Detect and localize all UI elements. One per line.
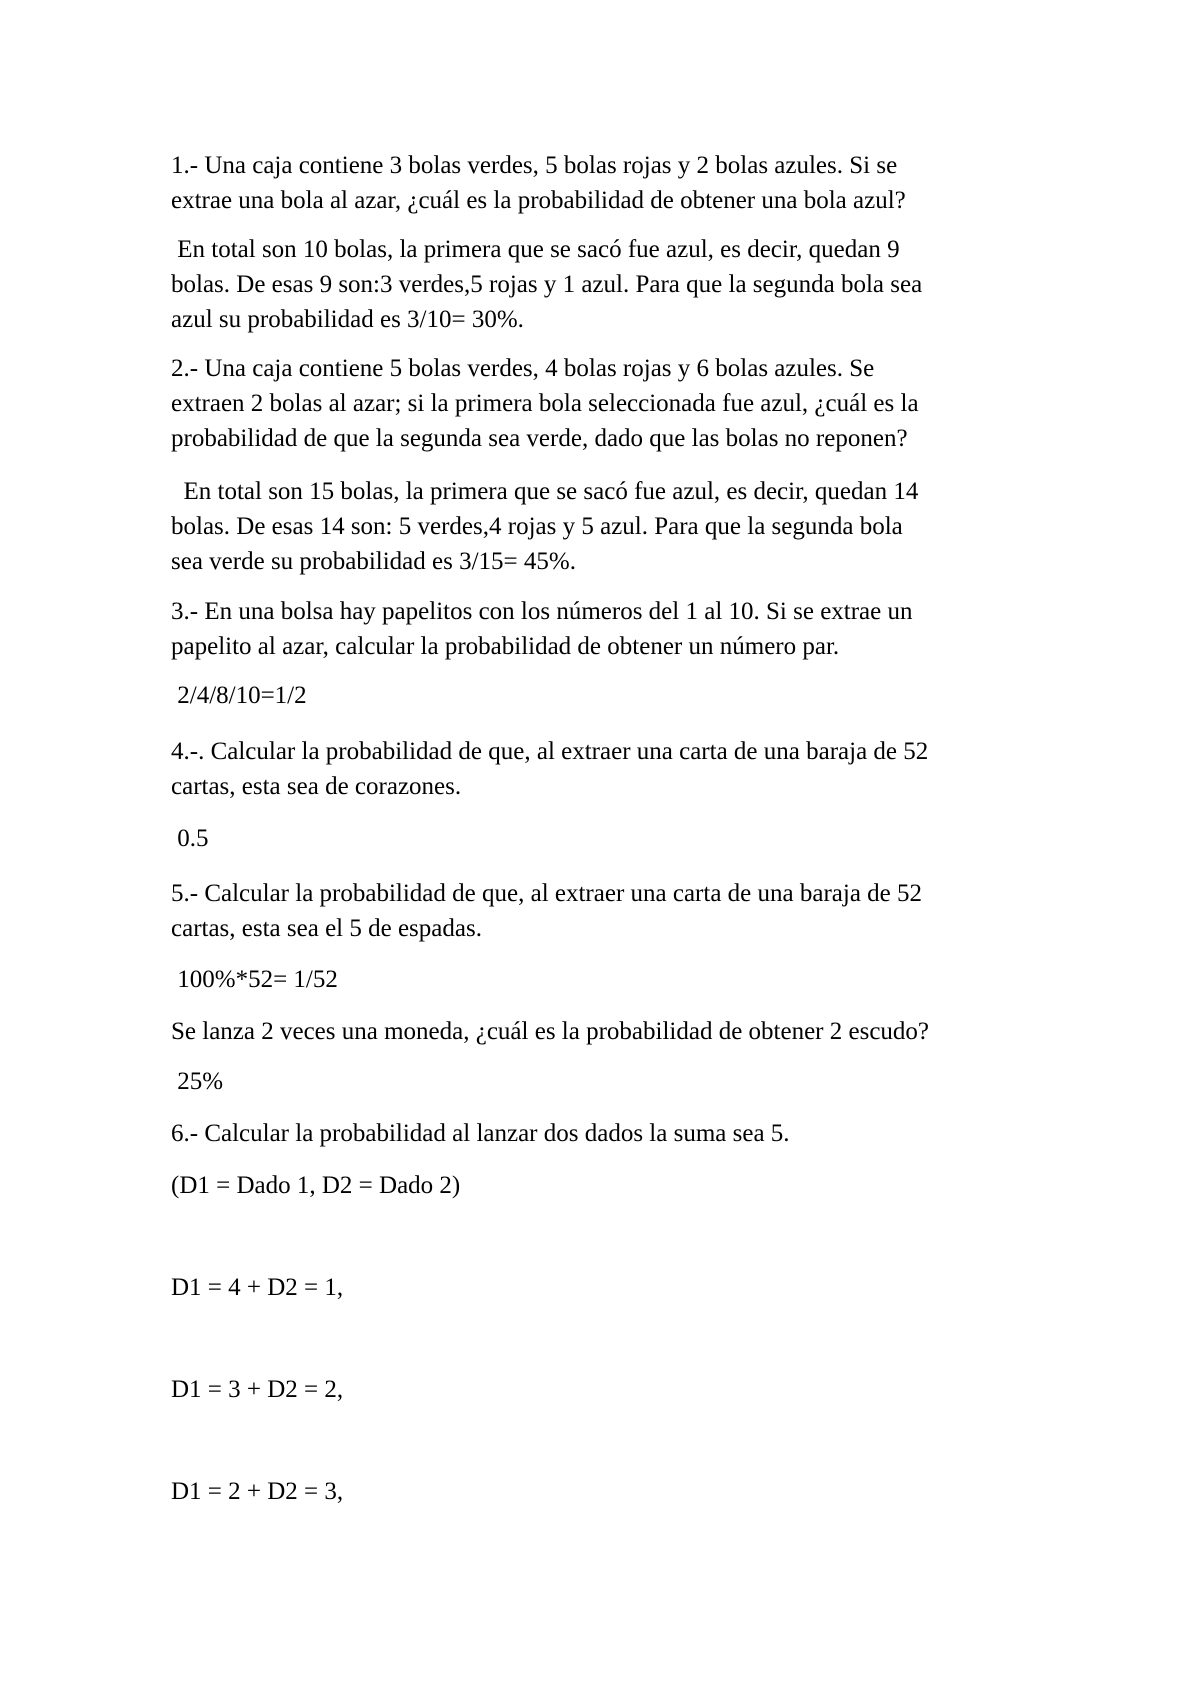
q2-answer-line-3: sea verde su probabilidad es 3/15= 45%. (171, 548, 576, 575)
coin-answer: 25% (171, 1068, 224, 1095)
q6-combination-3: D1 = 2 + D2 = 3, (171, 1478, 344, 1505)
q2-answer-line-1: En total son 15 bolas, la primera que se sacó fue azul, es decir, quedan 14 (171, 478, 919, 505)
q6-question: 6.- Calcular la probabilidad al lanzar dos dados la suma sea 5. (171, 1120, 790, 1147)
q5-question-line-1: 5.- Calcular la probabilidad de que, al extraer una carta de una baraja de 52 (171, 880, 923, 907)
q1-question-line-2: extrae una bola al azar, ¿cuál es la probabilidad de obtener una bola azul? (171, 187, 906, 214)
q4-question-line-1: 4.-. Calcular la probabilidad de que, al extraer una carta de una baraja de 52 (171, 738, 929, 765)
q1-answer-line-1: En total son 10 bolas, la primera que se sacó fue azul, es decir, quedan 9 (171, 236, 900, 263)
q1-question-line-1: 1.- Una caja contiene 3 bolas verdes, 5 bolas rojas y 2 bolas azules. Si se (171, 152, 898, 179)
q3-answer: 2/4/8/10=1/2 (171, 682, 307, 709)
q2-question-line-3: probabilidad de que la segunda sea verde, dado que las bolas no reponen? (171, 425, 908, 452)
q3-question-line-2: papelito al azar, calcular la probabilidad de obtener un número par. (171, 633, 840, 660)
q2-question-line-2: extraen 2 bolas al azar; si la primera bola seleccionada fue azul, ¿cuál es la (171, 390, 919, 417)
q2-answer-line-2: bolas. De esas 14 son: 5 verdes,4 rojas y 5 azul. Para que la segunda bola (171, 513, 903, 540)
q1-answer-line-3: azul su probabilidad es 3/10= 30%. (171, 306, 524, 333)
q4-question-line-2: cartas, esta sea de corazones. (171, 773, 462, 800)
q6-combination-1: D1 = 4 + D2 = 1, (171, 1274, 344, 1301)
q5-answer: 100%*52= 1/52 (171, 966, 338, 993)
coin-question: Se lanza 2 veces una moneda, ¿cuál es la probabilidad de obtener 2 escudo? (171, 1018, 930, 1045)
q4-answer: 0.5 (171, 825, 209, 852)
q3-question-line-1: 3.- En una bolsa hay papelitos con los números del 1 al 10. Si se extrae un (171, 598, 913, 625)
q1-answer-line-2: bolas. De esas 9 son:3 verdes,5 rojas y 1 azul. Para que la segunda bola sea (171, 271, 923, 298)
q5-question-line-2: cartas, esta sea el 5 de espadas. (171, 915, 482, 942)
q2-question-line-1: 2.- Una caja contiene 5 bolas verdes, 4 bolas rojas y 6 bolas azules. Se (171, 355, 875, 382)
q6-legend: (D1 = Dado 1, D2 = Dado 2) (171, 1172, 461, 1199)
q6-combination-2: D1 = 3 + D2 = 2, (171, 1376, 344, 1403)
